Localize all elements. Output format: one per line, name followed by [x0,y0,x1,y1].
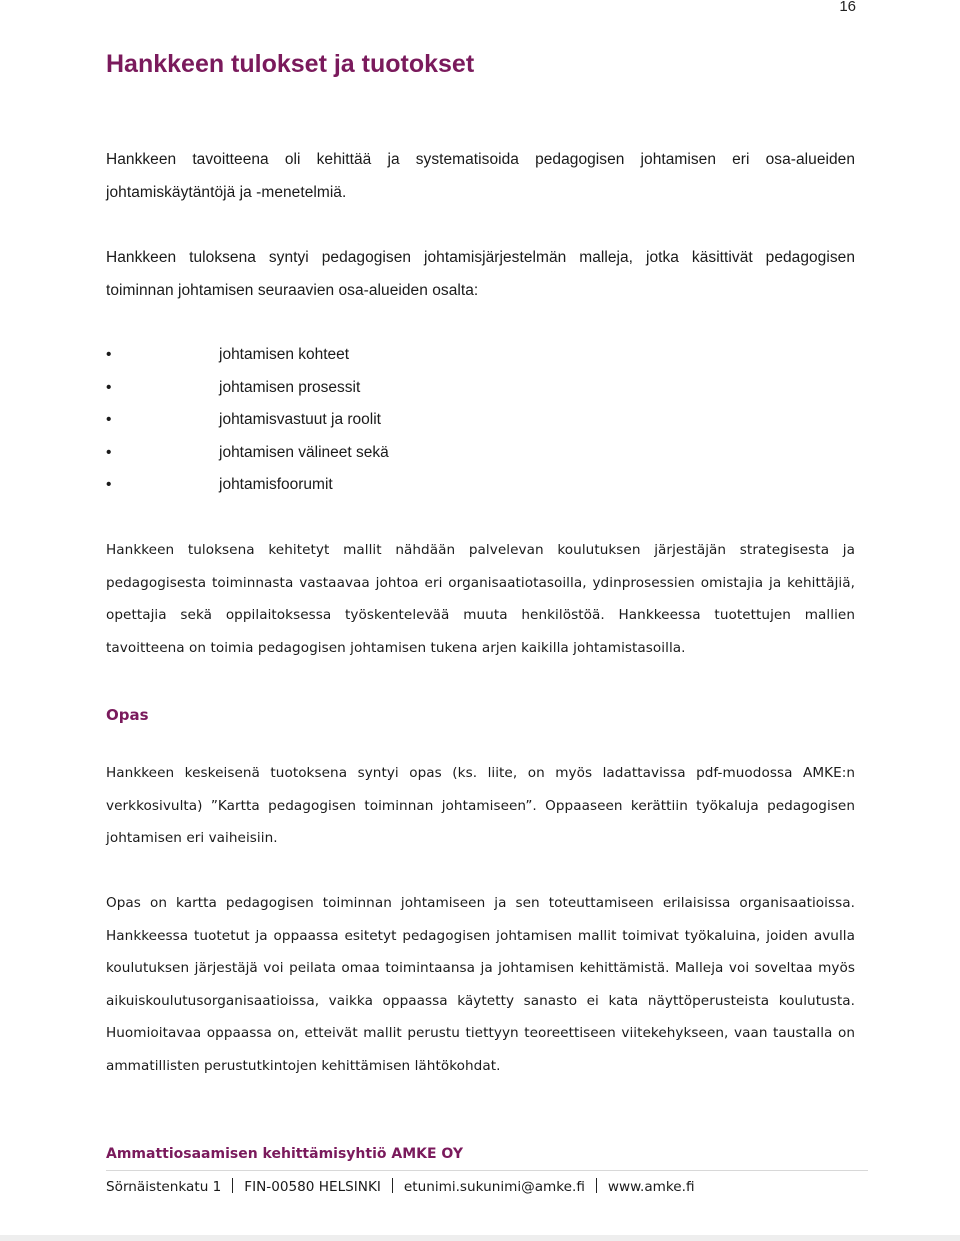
intro-paragraph: Hankkeen tavoitteena oli kehittää ja systematisoida pedagogisen johtamisen eri osa-alueiden johtamiskäytäntöjä ja -menetelmiä. [106,151,855,201]
page-title: Hankkeen tulokset ja tuotokset [106,50,475,78]
footer-contact [106,1178,695,1195]
guide-description-paragraph: Opas on kartta pedagogisen toiminnan johtamiseen ja sen toteuttamiseen erilaisissa organisaatioissa. Hankkeessa tuotetut ja oppaassa esitetyt pedagogisen johtamisen mallit toimivat työkaluina, joiden avulla koulutuksen järjestäjä voi peilata omaa toimintaansa ja johtamisen kehittämistä. Malleja voi soveltaa myös aikuiskoulutusorganisaatioissa, vaikka oppaassa käytetty sanasto ei kata näyttöperusteista koulutusta. Huomioitavaa oppaassa on, etteivät mallit perustu tiettyyn teoreettiseen viitekehykseen, vaan taustalla on ammatillisten perustutkintojen kehittämisen lähtökohdat. [106,895,855,1074]
footer-postal: FIN-00580 HELSINKI [244,1179,381,1195]
page-bottom-edge [0,1235,960,1241]
footer-email[interactable]: etunimi.sukunimi@amke.fi [403,1179,585,1195]
bullet-icon: • [106,411,112,428]
footer-divider [106,1170,868,1171]
bullet-icon: • [106,443,112,461]
list-item-text: johtamisen välineet sekä [219,443,389,461]
separator [392,1178,393,1193]
bullet-icon: • [106,346,112,363]
models-paragraph: Hankkeen tuloksena kehitetyt mallit nähdään palvelevan koulutuksen järjestäjän strategisesta ja pedagogisesta toiminnasta vastaavaa johtoa eri organisaatiotasoilla, ydinprosessien omistajia ja kehittäjiä, opettajia sekä oppilaitoksessa työskentelevää muuta henkilöstöä. Hankkeessa tuotettujen mallien tavoitteena on toimia pedagogisen johtamisen tukena arjen kaikilla johtamistasoilla. [106,542,855,656]
bullet-icon: • [106,476,112,493]
guide-paragraph: Hankkeen keskeisenä tuotoksena syntyi opas (ks. liite, on myös ladattavissa pdf-muodossa AMKE:n verkkosivulta) ”Kartta pedagogisen toiminnan johtamiseen”. Oppaaseen kerättiin työkaluja pedagogisen johtamisen eri vaiheisiin. [106,765,855,846]
footer-address: Sörnäistenkatu 1 [106,1179,222,1195]
list-item-text: johtamisfoorumit [219,476,333,493]
results-paragraph: Hankkeen tuloksena syntyi pedagogisen johtamisjärjestelmän malleja, jotka käsittivät pedagogisen toiminnan johtamisen seuraavien osa-alueiden osalta: [106,249,855,299]
list-item-text: johtamisen prosessit [219,378,361,396]
section-heading-opas: Opas [106,706,149,724]
list-item-text: johtamisen kohteet [219,346,350,363]
page-number: 16 [839,0,856,15]
list-item-text: johtamisvastuut ja roolit [219,411,381,428]
separator [596,1178,597,1193]
footer-website[interactable]: www.amke.fi [607,1179,695,1195]
footer-organization: Ammattiosaamisen kehittämisyhtiö AMKE OY [106,1146,463,1162]
bullet-icon: • [106,378,112,396]
separator [232,1178,233,1193]
